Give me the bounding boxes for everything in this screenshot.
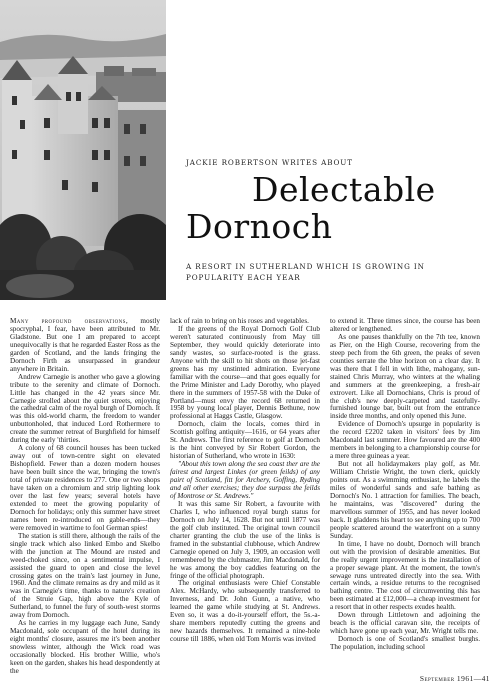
paragraph: The station is still there, although the rails of the single track which also linked Embo and Skelbo with the junction at The Mound are rusted and weed-choked since, on a sentimental impulse, I assisted the guard to open and close the level crossing gates on the train's last journey in June, 1960. And the climate remains as dry and mild as it was in Carnegie's time, thanks to nature's creation of the Struie Gap, high above the Kyle of Sutherland, to funnel the fury of south-west storms away from Dornoch. <box>10 531 160 620</box>
article-column-1 <box>10 318 160 676</box>
article-column-2 <box>170 318 320 644</box>
paragraph: to extend it. Three times since, the course has been altered or lengthened. <box>330 317 480 333</box>
paragraph: Dornoch is one of Scotland's smallest burghs. The population, including school <box>330 635 480 652</box>
paragraph: lack of rain to bring on his roses and vegetables. <box>170 317 309 325</box>
paragraph-text: mostly spocryphal, I fear, have been attributed to Mr. Gladstone. But one I am prepared to accept unequivocally is that he regarded Easter Ross as the garden of Scotland, and the lands fringing the Dornoch Firth as unsurpassed in grandeur anywhere in Britain. <box>10 317 160 373</box>
historical-quote: "About this town along the sea coast ther are the fairest and largest Linkes (or green feilds) of any pairt of Scotland, fitt for Archery, Goffing, Ryding and all other exercises; they doe surpass the feilds of Montrose or St. Andrews." <box>170 460 320 500</box>
page-folio: September 1961—41 <box>419 674 490 683</box>
paragraph: A colony of 68 council houses has been tucked away out of town-centre sight on elevated Bishopfield. Fewer than a dozen modern houses have been built since the war, bringing the town's total of private residences to 277. One or two shops have taken on a chromium and strip lighting look over the last few years; several hotels have extended to meet the growing popularity of Dornoch for holidays; only this summer have street names been re-introduced on gable-ends—they were removed in wartime to fool German spies! <box>10 444 160 532</box>
paragraph: The original enthusiasts were Chief Constable Alex. McHardy, who subsequently transferred to Inverness, and Dr. John Gunn, a native, who learned the game while studying at St. Andrews. Even so, it was a do-it-yourself effort, the 5s.-a-share members reputedly cutting the greens and new hazards themselves. It remained a nine-hole course till 1886, when old Tom Morris was invited <box>170 579 320 644</box>
paragraph: Dornoch, claim the locals, comes third in Scottish golfing antiquity—1616, or 64 years after St. Andrews. The first reference to golf at Dornoch is the hint conveyed by Sir Robert Gordon, the historian of Sutherland, who wrote in 1630: <box>170 420 320 461</box>
headline-line-2: Dornoch <box>186 207 333 246</box>
paragraph: It was this same Sir Robert, a favourite with Charles I, who influenced royal burgh status for Dornoch on July 14, 1628. But not until 1877 was the golf club instituted. The original town council charter granting the club the use of the links is framed in the substantial clubhouse, which Andrew Carnegie opened on July 3, 1909, an occasion well remembered by the clubmaster, Jim Macdonald, for he was among the boy caddies featuring on the fringe of the official photograph. <box>170 499 320 580</box>
standfirst: A RESORT IN SUTHERLAND WHICH IS GROWING IN POPULARITY EACH YEAR <box>186 262 425 282</box>
paragraph: But not all holidaymakers play golf, as Mr. William Christie Wright, the town clerk, quickly points out. As a swimming enthusiast, he labels the miles of wonderful sands and safe bathing as Dornoch's No. 1 attraction for families. The beach, he maintains, was "discovered" during the marvellous summer of 1955, and has never looked back. It gladdens his heart to see anything up to 700 people scattered around the waterfront on a sunny Sunday. <box>330 460 480 540</box>
paragraph: As he carries in my luggage each June, Sandy Macdonald, sole occupant of the hotel during its eight months' closure, assures me it's been another snowless winter, although the Wick road was occasionally blocked. His brother Willie, who's keen on the garden, shakes his head despondently at the <box>10 619 160 675</box>
byline: JACKIE ROBERTSON WRITES ABOUT <box>186 158 353 167</box>
dornoch-castle-photo <box>0 0 166 300</box>
paragraph <box>10 318 160 374</box>
paragraph: Andrew Carnegie is another who gave a glowing tribute to the serenity and climate of Dornoch. Little has changed in the 42 years since Mr. Carnegie strolled about the quiet streets, enjoying the cathedral calm of the royal burgh of Dornoch. It was this old-world charm, the freedom to wander unbuttonholed, that induced Lord Rothermere to create the summer retreat of Burghfield for himself during the early 'thirties. <box>10 372 160 445</box>
article-column-3 <box>330 318 480 652</box>
paragraph: Down through Littletown and adjoining the beach is the official caravan site, the receipts of which have gone up each year, Mr. Wright tells me. <box>330 611 480 636</box>
paragraph: Evidence of Dornoch's upsurge in popularity is the record £2202 taken in visitors' fees by Jim Macdonald last summer. How favoured are the 400 members in belonging to a championship course for a mere three guineas a year. <box>330 420 480 461</box>
paragraph: As one pauses thankfully on the 7th tee, known as Pier, on the High Course, recovering from the steep pech from the 6th green, the peaks of seven counties serrate the blue horizon on a clear day. It was there that I fell in with lithe, mahogany, sun-stained Chris Murray, who winters at the whaling and summers at the greenkeeping, a fresh-air extrovert. Like all Dornochians, Chris is proud of the club's new deeply-carpeted and tastefully-furnished lounge bar, built out from the entrance inside three months, and only opened this June. <box>330 332 480 421</box>
headline-line-1: Delectable <box>252 170 436 209</box>
paragraph: In time, I have no doubt, Dornoch will branch out with the provision of desirable amenities. But the really urgent improvement is the installation of a proper sewage plant. At the moment, the town's sewage runs untreated directly into the sea. With certain winds, a residue returns to the recognised bathing centre. The cost of circumventing this has been estimated at £12,000—a cheap investment for a resort that in other respects exudes health. <box>330 539 480 612</box>
lead-in: Many profound observations, <box>10 317 129 325</box>
paragraph: If the greens of the Royal Dornoch Golf Club weren't saturated continuously from May till September, they would quickly deteriorate into sandy wastes, so surface-rooted is the grass. Anyone with the skill to hit shots on those jet-fast greens has my unstinted admiration. Everyone familiar with the course—and that goes equally for the Prime Minister and Lady Dorothy, who played there in the summers of 1957-58 with the Duke of Portland—must envy the record 68 returned in 1958 by young local player, Dennis Bethune, now professional at Haggs Castle, Glasgow. <box>170 324 320 421</box>
